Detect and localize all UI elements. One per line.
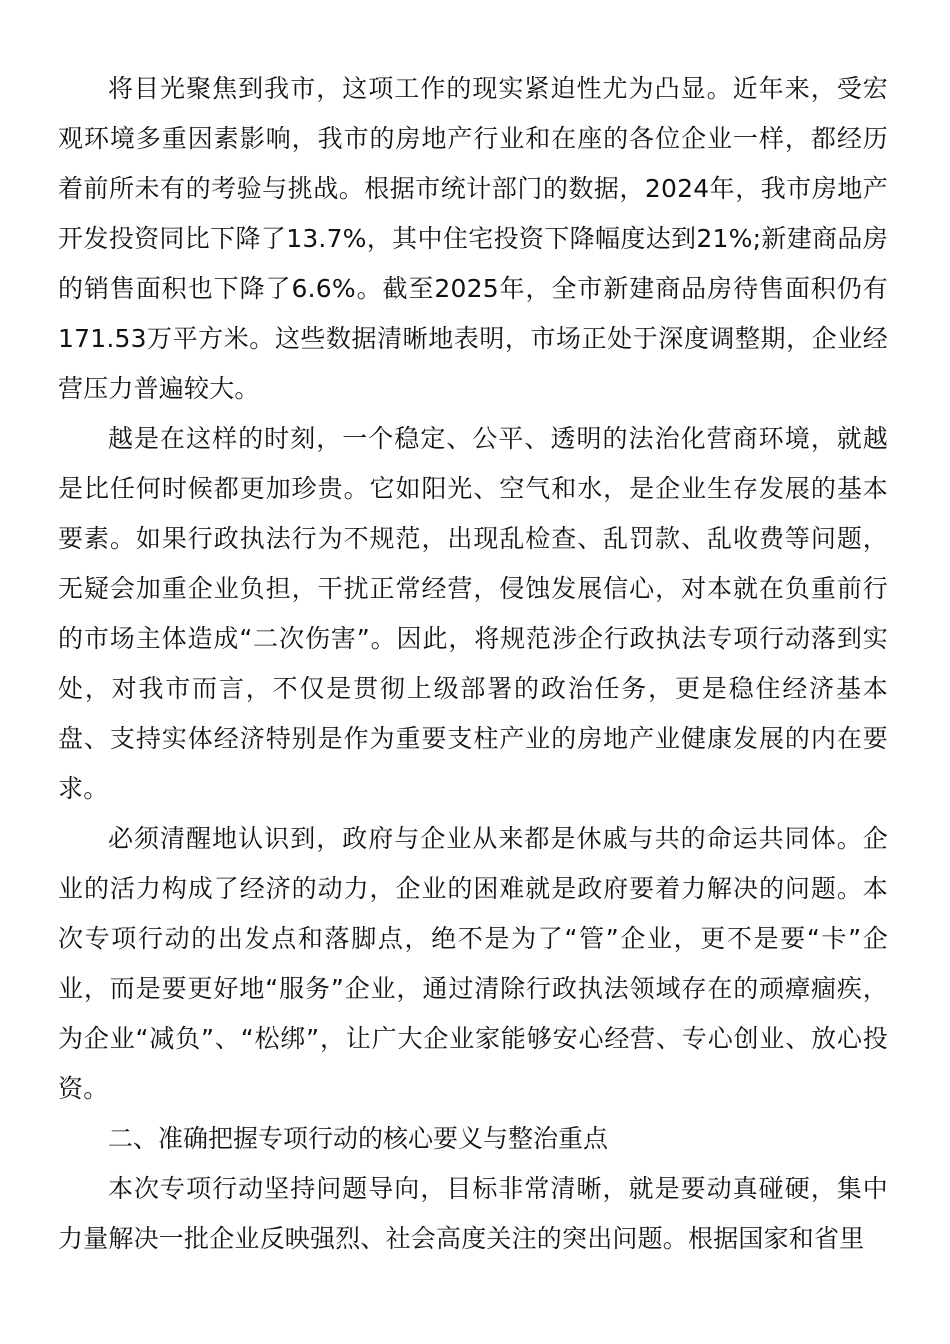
paragraph-business-environment: 越是在这样的时刻，一个稳定、公平、透明的法治化营商环境，就越是比任何时候都更加珍贵。它如阳光、空气和水，是企业生存发展的基本要素。如果行政执法行为不规范，出现乱检查、乱罚款、乱收费等问题，无疑会加重企业负担，干扰正常经营，侵蚀发展信心，对本就在负重前行的市场主体造成“二次伤害”。因此，将规范涉企行政执法专项行动落到实处，对我市而言，不仅是贯彻上级部署的政治任务，更是稳住经济基本盘、支持实体经济特别是作为重要支柱产业的房地产业健康发展的内在要求。 [58,424,888,803]
section-heading: 二、准确把握专项行动的核心要义与整治重点 [108,1124,609,1153]
paragraph-government-enterprise: 必须清醒地认识到，政府与企业从来都是休戚与共的命运共同体。企业的活力构成了经济的动力，企业的困难就是政府要着力解决的问题。本次专项行动的出发点和落脚点，绝不是为了“管”企业，更不是要“卡”企业，而是要更好地“服务”企业，通过清除行政执法领域存在的顽瘴痼疾，为企业“减负”、“松绑”，让广大企业家能够安心经营、专心创业、放心投资。 [58,824,888,1103]
document-page [58,64,888,1264]
paragraph-market-situation: 将目光聚焦到我市，这项工作的现实紧迫性尤为凸显。近年来，受宏观环境多重因素影响，我市的房地产行业和在座的各位企业一样，都经历着前所未有的考验与挑战。根据市统计部门的数据，2024年，我市房地产开发投资同比下降了13.7%，其中住宅投资下降幅度达到21%;新建商品房的销售面积也下降了6.6%。截至2025年，全市新建商品房待售面积仍有171.53万平方米。这些数据清晰地表明，市场正处于深度调整期，企业经营压力普遍较大。 [58,74,888,403]
paragraph-action-goal: 本次专项行动坚持问题导向，目标非常清晰，就是要动真碰硬，集中力量解决一批企业反映强烈、社会高度关注的突出问题。根据国家和省里 [58,1174,888,1253]
